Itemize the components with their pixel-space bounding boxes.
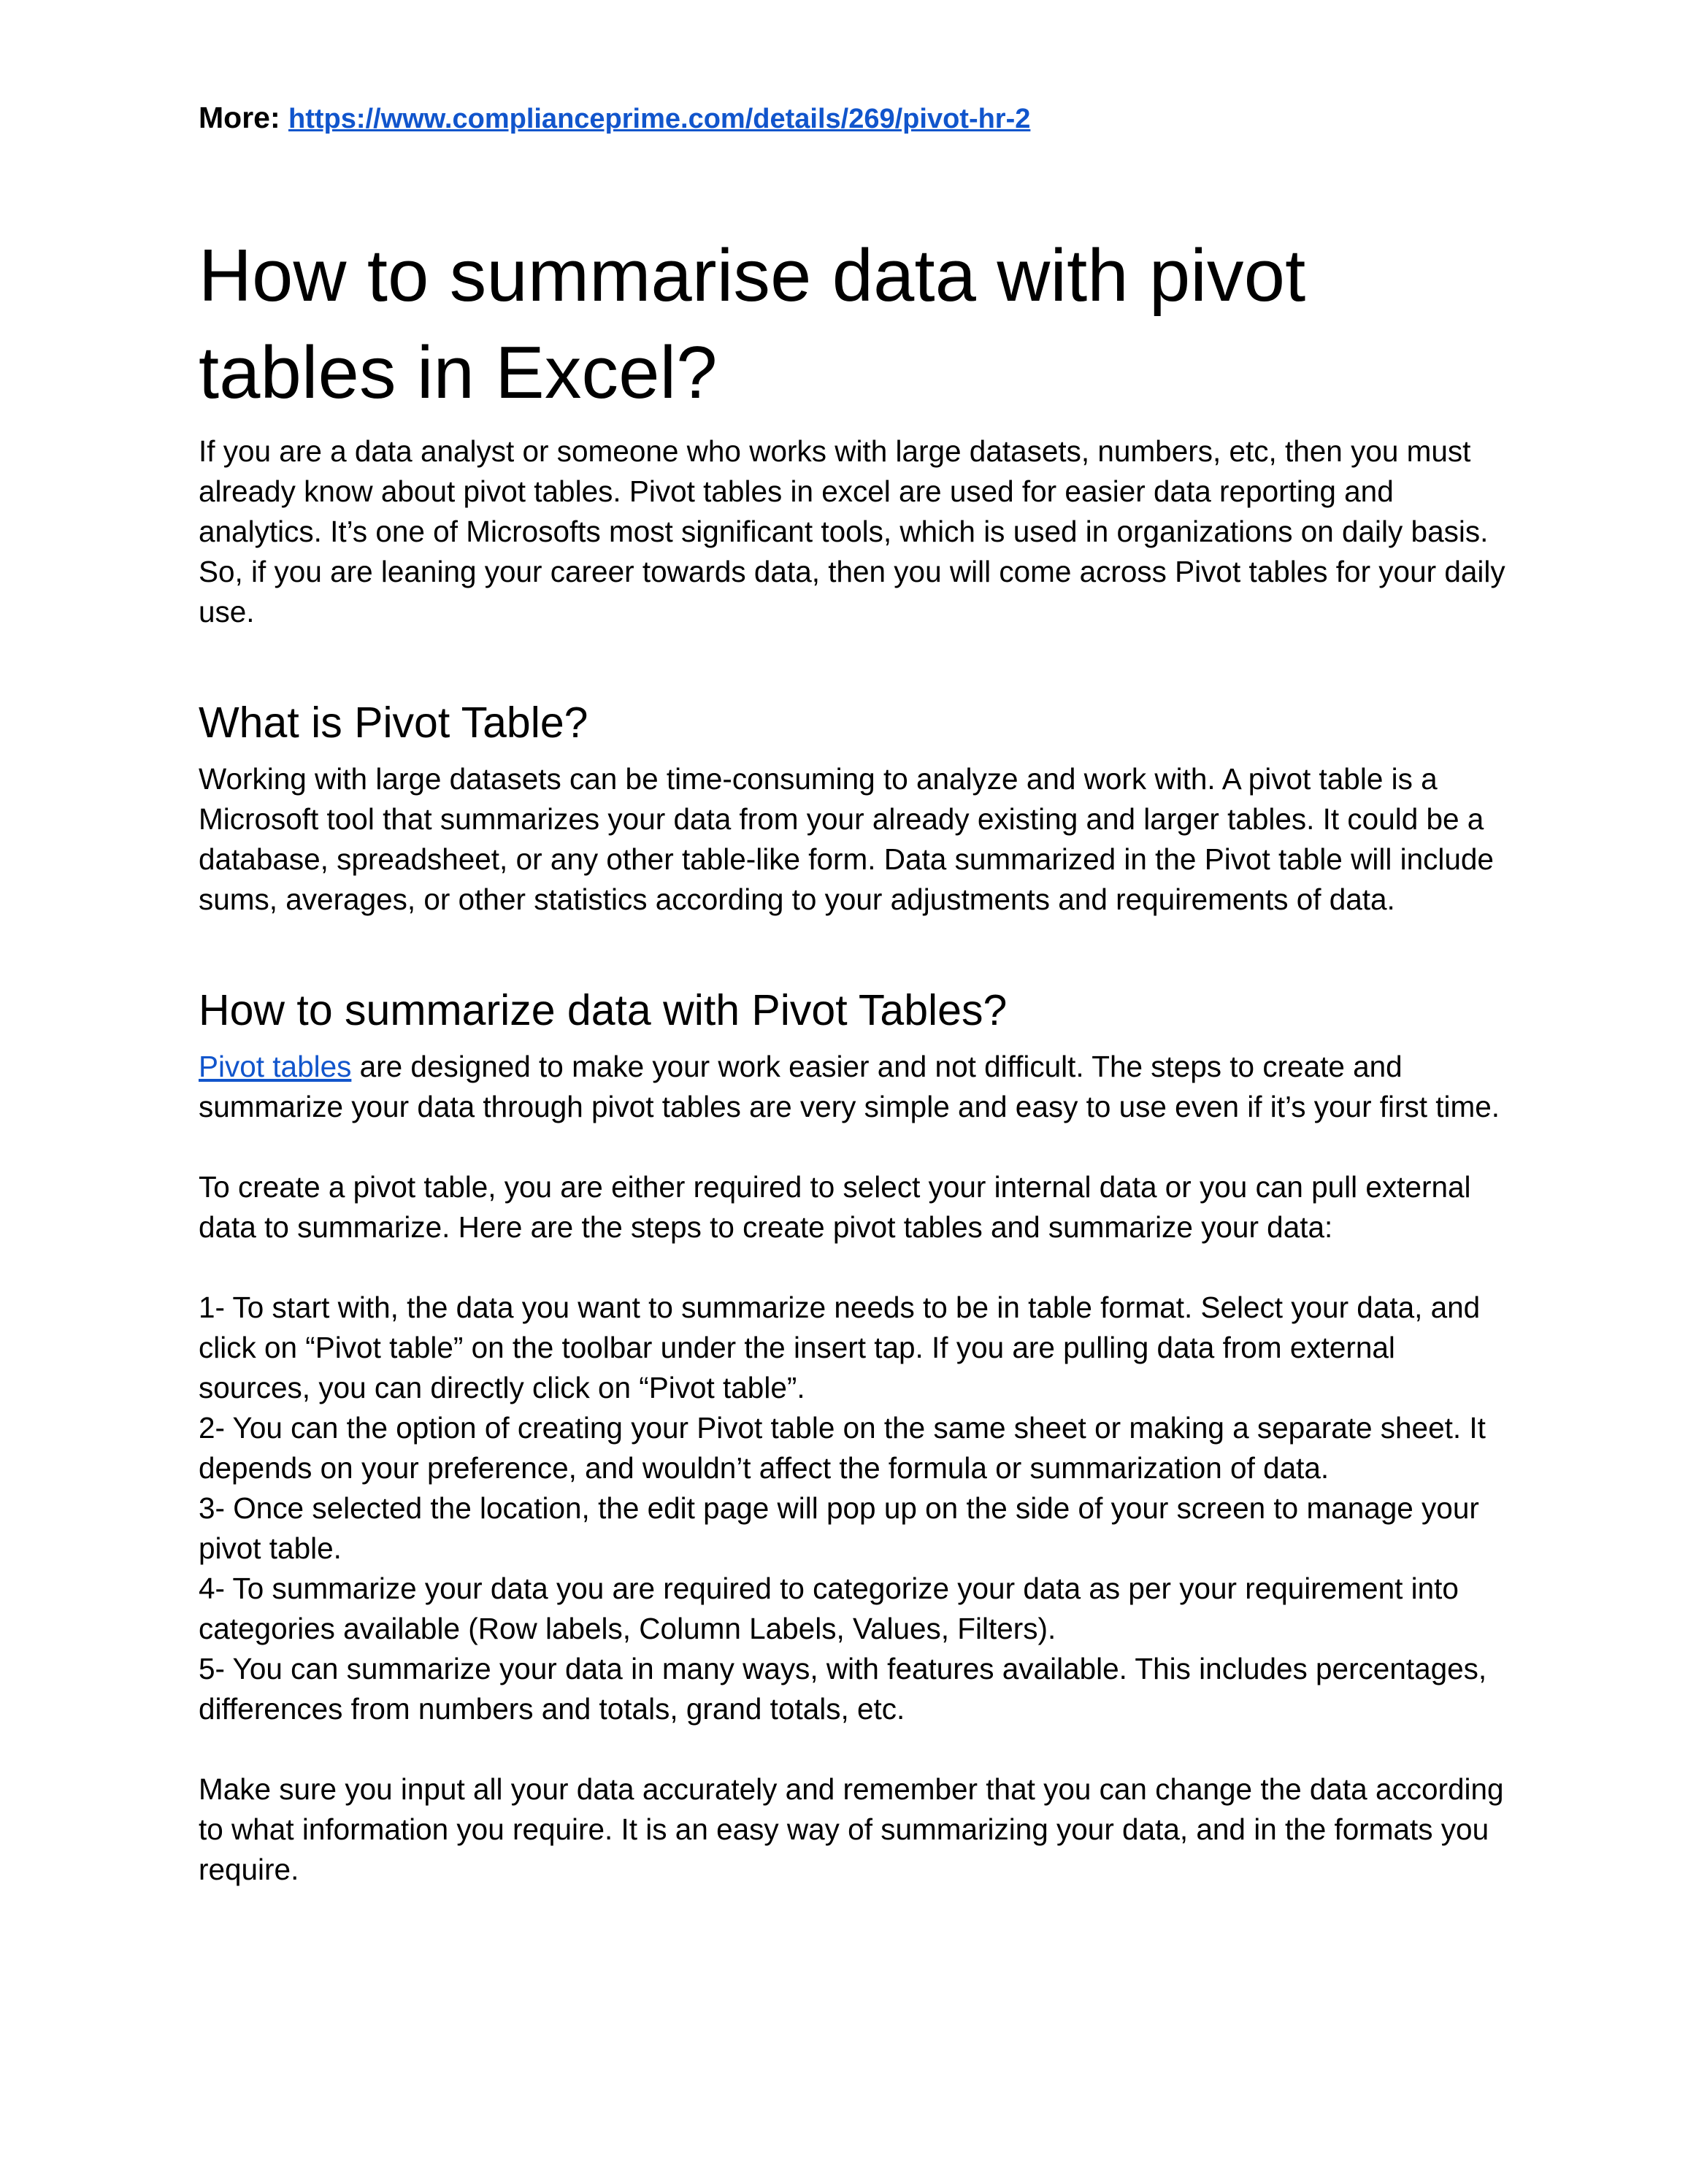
more-label: More:: [199, 101, 280, 134]
how-paragraph-1-text: are designed to make your work easier and not difficult. The steps to create and summarize your data through pivot tables are very simple and easy to use even if it’s your first time.: [199, 1050, 1500, 1123]
more-line: [199, 95, 1513, 142]
how-paragraph-2: To create a pivot table, you are either required to select your internal data or you can pull external data to summarize. Here are the steps to create pivot tables and summarize your data:: [199, 1170, 1471, 1244]
what-paragraph: Working with large datasets can be time-consuming to analyze and work with. A pivot table is a Microsoft tool that summarizes your data from your already existing and larger tables. It could be a database, spreadsheet, or any other table-like form. Data summarized in the Pivot table will include sums, averages, or other statistics according to your adjustments and requirements of data.: [199, 762, 1494, 916]
step-item: 1- To start with, the data you want to summarize needs to be in table format. Select your data, and click on “Pivot table” on the toolbar under the insert tap. If you are pulling data from external sources, you can directly click on “Pivot table”.: [199, 1291, 1481, 1404]
intro-paragraph: If you are a data analyst or someone who works with large datasets, numbers, etc, then you must already know about pivot tables. Pivot tables in excel are used for easier data reporting and analytics. It’s one of Microsofts most significant tools, which is used in organizations on daily basis. So, if you are leaning your career towards data, then you will come across Pivot tables for your daily use.: [199, 434, 1505, 628]
heading-what-is-pivot-table: What is Pivot Table?: [199, 699, 588, 747]
pivot-tables-link[interactable]: Pivot tables: [199, 1050, 352, 1083]
closing-paragraph: Make sure you input all your data accurately and remember that you can change the data according to what information you require. It is an easy way of summarizing your data, and in the formats you require.: [199, 1772, 1504, 1886]
page-title: How to summarise data with pivot tables in Excel?: [199, 235, 1306, 414]
steps-list: [199, 1288, 1513, 1729]
heading-how-to-summarize: How to summarize data with Pivot Tables?: [199, 986, 1008, 1034]
document-page: [199, 95, 1513, 1890]
step-item: 4- To summarize your data you are required to categorize your data as per your requirement into categories available (Row labels, Column Labels, Values, Filters).: [199, 1572, 1459, 1645]
how-paragraph-1: [199, 1047, 1513, 1127]
more-link[interactable]: https://www.complianceprime.com/details/269/pivot-hr-2: [288, 104, 1031, 134]
step-item: 3- Once selected the location, the edit page will pop up on the side of your screen to manage your pivot table.: [199, 1491, 1479, 1565]
step-item: 2- You can the option of creating your Pivot table on the same sheet or making a separate sheet. It depends on your preference, and wouldn’t affect the formula or summarization of data.: [199, 1411, 1486, 1485]
step-item: 5- You can summarize your data in many ways, with features available. This includes percentages, differences from numbers and totals, grand totals, etc.: [199, 1652, 1487, 1726]
